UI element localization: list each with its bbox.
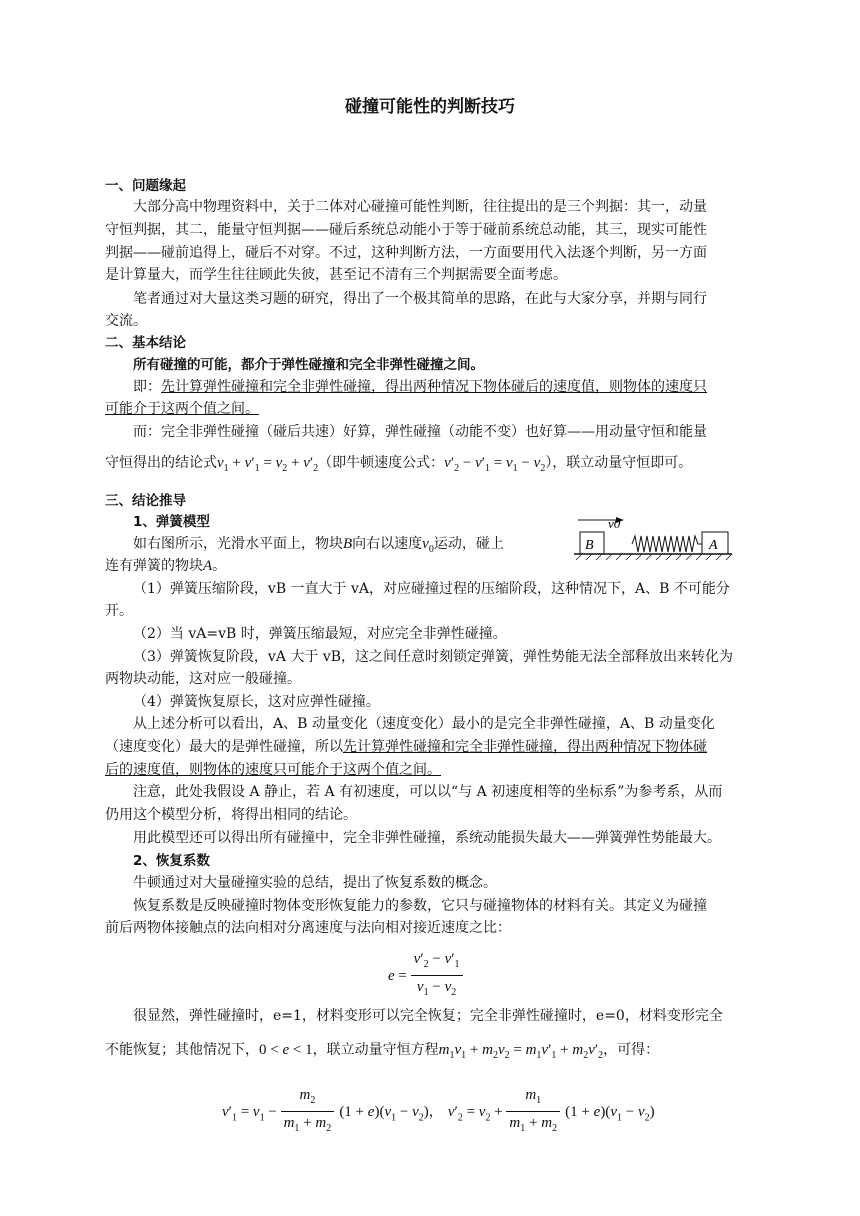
- text-span: 即：: [133, 379, 161, 395]
- paragraph-line: [105, 556, 545, 576]
- underlined-line: 后的速度值，则物体的速度只可能介于这两个值之间。: [105, 762, 441, 778]
- paragraph-line: 牛顿通过对大量碰撞实验的总结，提出了恢复系数的概念。: [133, 875, 497, 891]
- text-span: ，联立动量守恒方程: [312, 1042, 439, 1058]
- section-heading-3: 三、结论推导: [105, 493, 186, 509]
- section-heading-1: 一、问题缘起: [105, 178, 186, 194]
- figure-label-b: B: [585, 538, 594, 553]
- math-var: A: [203, 558, 213, 574]
- text-span: 。: [212, 558, 227, 574]
- paragraph-line: （3）弹簧恢复阶段，vA 大于 vB，这之间任意时刻锁定弹簧，弹性势能无法全部释放出来转化为: [133, 649, 734, 665]
- paragraph-line: 两物块动能，这对应一般碰撞。: [105, 671, 301, 687]
- paragraph-line: 仍用这个模型分析，将得出相同的结论。: [105, 807, 357, 823]
- paragraph-line: 从上述分析可以看出，A、B 动量变化（速度变化）最小的是完全非弹性碰撞，A、B 动量变化: [133, 716, 715, 732]
- math-var: v: [422, 536, 429, 552]
- paragraph-line: 笔者通过对大量这类习题的研究，得出了一个极其简单的思路，在此与大家分享，并期与同行: [133, 291, 707, 307]
- section-heading-2: 二、基本结论: [105, 335, 186, 351]
- velocity-formulas: $v'_1 = v_1$ − $\frac{m_2}{m_1 + m_2}$ $(1 + e)(v_1 - v_2)$， $v'_2 = v_2$ + $\frac{m_1}{m_1 + m_2}$ $(1 + e)(v_1 - v_2)$: [222, 1084, 655, 1139]
- spring-model-figure: [572, 512, 752, 562]
- paragraph-line: 恢复系数是反映碰撞时物体变形恢复能力的参数，它只与碰撞物体的材料有关。其定义为碰撞: [133, 898, 707, 914]
- math-var: B: [343, 536, 353, 552]
- subsection-heading-1: 1、弹簧模型: [133, 514, 210, 530]
- paragraph-line: 注意，此处我假设 A 静止，若 A 有初速度，可以以“与 A 初速度相等的坐标系”为参考系，从而: [133, 784, 723, 800]
- underlined-line: 可能介于这两个值之间。: [105, 401, 259, 417]
- paragraph-line: 大部分高中物理资料中，关于二体对心碰撞可能性判断，往往提出的是三个判据：其一，动量: [133, 199, 707, 215]
- figure-label-v0: v0: [608, 516, 621, 531]
- figure-label-a: A: [709, 538, 718, 553]
- paragraph-line: （4）弹簧恢复原长，这对应弹性碰撞。: [133, 694, 380, 710]
- paragraph-line: 交流。: [105, 313, 147, 329]
- formula-line: 守恒得出的结论式$v_1 + v'_1 = v_2 + v'_2$（即牛顿速度公式：$v'_2 - v'_1 = v_1 - v_2$），联立动量守恒即可。: [105, 455, 693, 474]
- paragraph-line: 判据——碰前追得上，碰后不对穿。不过，这种判断方法，一方面要用代入法逐个判断，另一方面: [105, 245, 707, 261]
- key-conclusion: 所有碰撞的可能，都介于弹性碰撞和完全非弹性碰撞之间。: [133, 357, 484, 373]
- text-span: （速度变化）最大的是弹性碰撞，所以: [105, 739, 343, 755]
- ground-hatching: [576, 554, 732, 560]
- paragraph-line: 守恒判据，其二，能量守恒判据——碰后系统总动能小于等于碰前系统总动能，其三，现实可能性: [105, 222, 707, 238]
- paragraph-line: （2）当 vA=vB 时，弹簧压缩最短，对应完全非弹性碰撞。: [133, 626, 507, 642]
- restitution-formula: e = $\frac{v'_2 - v'_1}{v_1 - v_2}$: [388, 948, 463, 1003]
- paragraph-line: 是计算量大，而学生往往顾此失彼，甚至记不清有三个判据需要全面考虑。: [105, 267, 567, 283]
- subsection-heading-2: 2、恢复系数: [133, 853, 210, 869]
- text-span: ，可得：: [603, 1042, 660, 1058]
- paragraph-line: 而：完全非弹性碰撞（碰后共速）好算，弹性碰撞（动能不变）也好算——用动量守恒和能量: [133, 424, 707, 440]
- math-sub: 0: [428, 543, 434, 555]
- text-span: （即牛顿速度公式：: [318, 455, 445, 471]
- paragraph-line: [133, 377, 757, 397]
- underlined-text: 先计算弹性碰撞和完全非弹性碰撞，得出两种情况下物体碰: [343, 739, 707, 755]
- paragraph-line: （1）弹簧压缩阶段，vB 一直大于 vA，对应碰撞过程的压缩阶段，这种情况下，A、B 不可能分: [133, 581, 730, 597]
- spring: [632, 536, 702, 552]
- paragraph-line: 很显然，弹性碰撞时，e=1，材料变形可以完全恢复；完全非弹性碰撞时，e=0，材料变形完全: [133, 1008, 723, 1024]
- text-span: 如右图所示，光滑水平面上，物块: [133, 536, 343, 552]
- text-span: 运动，碰上: [433, 536, 504, 552]
- text-span: 向右以速度: [352, 536, 423, 552]
- text-span: 连有弹簧的物块: [105, 558, 203, 574]
- text-span: 守恒得出的结论式: [105, 455, 217, 471]
- paragraph-line: 开。: [105, 603, 133, 619]
- formula-line: 不能恢复；其他情况下，0 < e < 1，联立动量守恒方程$m_1v_1 + m_2v_2 = m_1v'_1 + m_2v'_2$，可得：: [105, 1042, 660, 1061]
- text-span: ），联立动量守恒即可。: [545, 455, 693, 471]
- paragraph-line: 用此模型还可以得出所有碰撞中，完全非弹性碰撞，系统动能损失最大——弹簧弹性势能最大。: [133, 830, 721, 846]
- paragraph-line: [105, 737, 757, 757]
- paragraph-line: 前后两物体接触点的法向相对分离速度与法向相对接近速度之比：: [105, 920, 511, 936]
- text-span: 不能恢复；其他情况下，: [105, 1042, 259, 1058]
- underlined-text: 先计算弹性碰撞和完全非弹性碰撞，得出两种情况下物体碰后的速度值，则物体的速度只: [161, 379, 707, 395]
- page-title: 碰撞可能性的判断技巧: [345, 97, 515, 117]
